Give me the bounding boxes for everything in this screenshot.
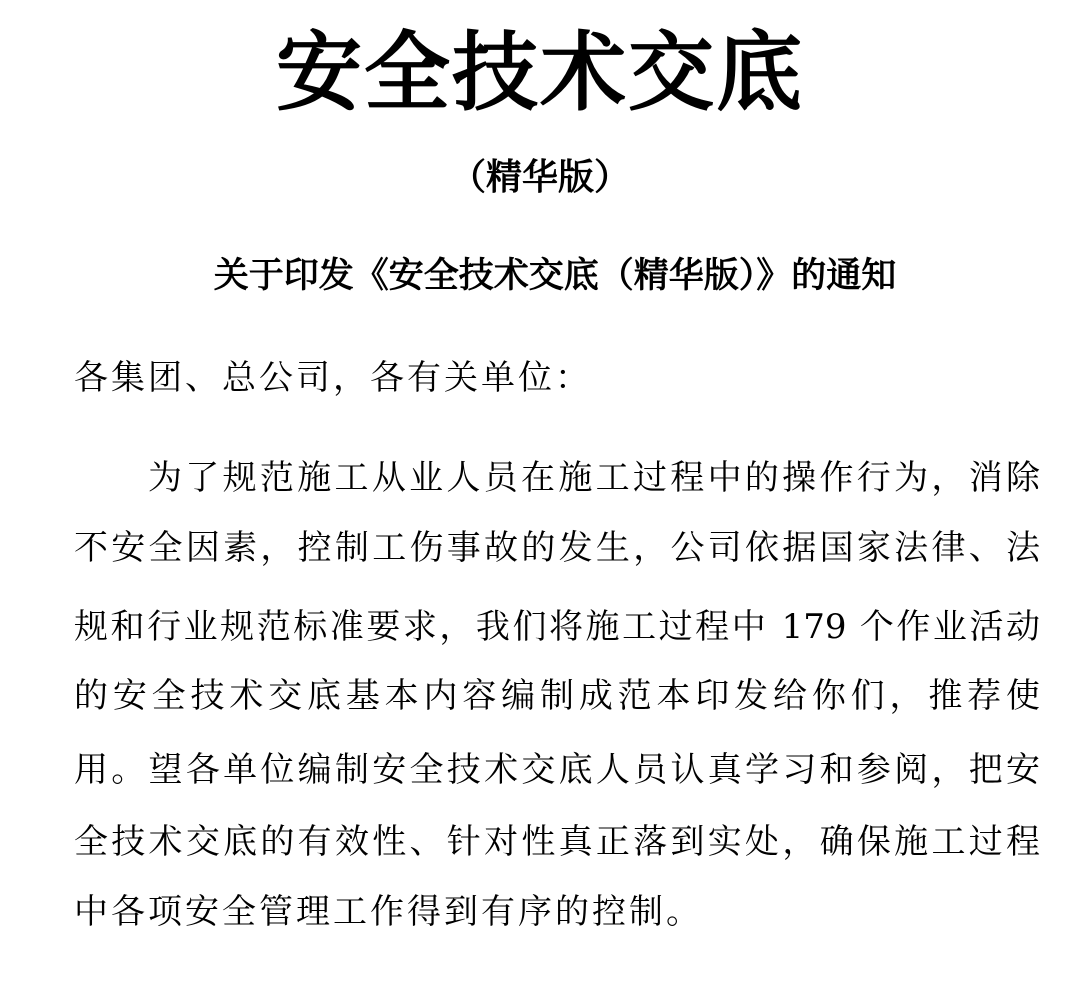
body-line-7: 中各项安全管理工作得到有序的控制。 — [74, 892, 703, 932]
document-title: 安全技术交底 — [276, 23, 804, 123]
body-line-5: 用。望各单位编制安全技术交底人员认真学习和参阅，把安 — [74, 750, 1040, 790]
document-subtitle: （精华版） — [449, 157, 630, 198]
body-line-4: 的安全技术交底基本内容编制成范本印发给你们，推荐使 — [74, 676, 1040, 716]
body-line-6: 全技术交底的有效性、针对性真正落到实处，确保施工过程 — [74, 822, 1040, 862]
body-line-3: 规和行业规范标准要求，我们将施工过程中 179 个作业活动 — [74, 607, 1040, 647]
notice-title: 关于印发《安全技术交底（精华版）》的通知 — [213, 256, 897, 296]
salutation: 各集团、总公司，各有关单位： — [74, 358, 592, 398]
body-line-2: 不安全因素，控制工伤事故的发生，公司依据国家法律、法 — [74, 528, 1040, 568]
body-line-1: 为了规范施工从业人员在施工过程中的操作行为，消除 — [148, 458, 1040, 498]
